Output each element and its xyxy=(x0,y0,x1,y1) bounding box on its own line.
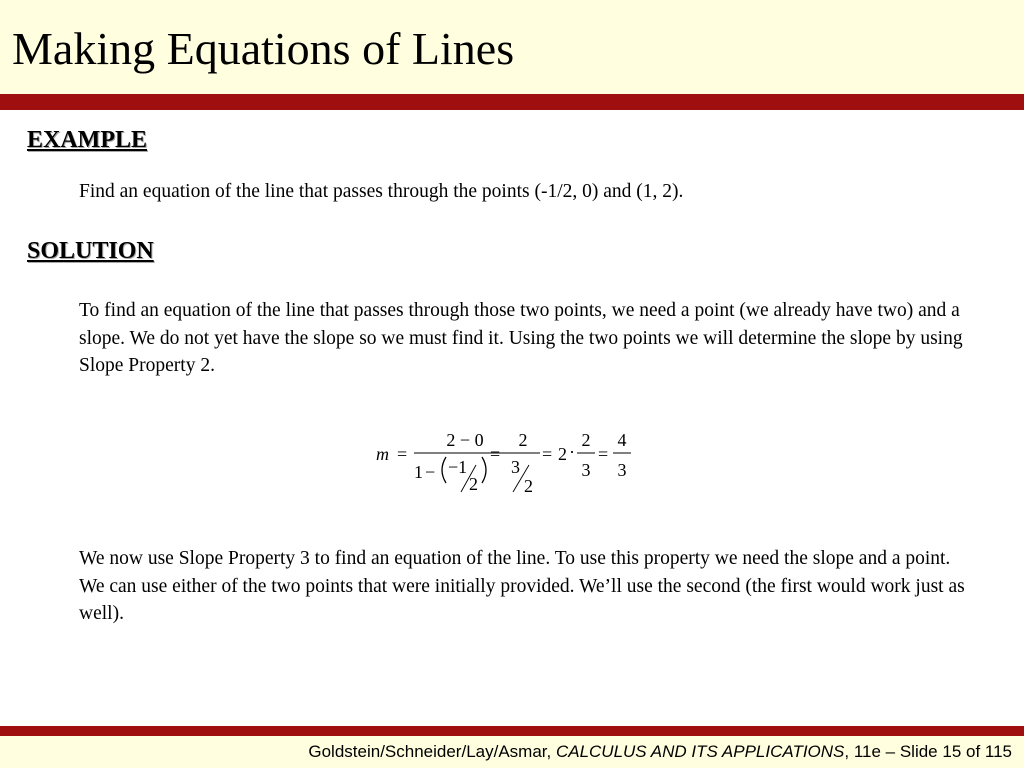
fraction-1-den-two: 2 xyxy=(469,474,478,494)
fraction-4-denominator: 3 xyxy=(617,460,627,480)
fraction-4-numerator: 4 xyxy=(617,430,627,450)
slide-title: Making Equations of Lines xyxy=(12,23,515,74)
formula-m: m xyxy=(376,444,389,464)
next-step-text: We now use Slope Property 3 to find an equation of the line. To use this property we need the slope and a point. We can use either of the two points that were initially provided. We’ll use the second (the first would work just as well). xyxy=(79,548,965,624)
formula-eq-4: = xyxy=(598,444,609,464)
solution-heading: SOLUTION xyxy=(27,238,154,264)
formula-eq-2: = xyxy=(490,444,501,464)
solution-text: To find an equation of the line that passes through those two points, we need a point (we already have two) and a slope. We do not yet have the slope so we must find it. Using the two points we will determine the slope by using Slope Property 2. xyxy=(79,300,963,376)
slope-formula-svg xyxy=(366,420,646,500)
fraction-2-den-three: 3 xyxy=(511,457,520,477)
footer-authors: Goldstein/Schneider/Lay/Asmar, xyxy=(308,742,556,761)
fraction-2-numerator: 2 xyxy=(518,430,528,450)
fraction-2-den-two: 2 xyxy=(524,476,533,496)
footer-divider-bar xyxy=(0,726,1024,736)
left-paren xyxy=(442,457,446,483)
example-heading: EXAMPLE xyxy=(27,127,147,153)
slope-formula xyxy=(366,420,646,500)
formula-dot: · xyxy=(569,442,575,462)
example-problem-text: Find an equation of the line that passes through the points (-1/2, 0) and (1, 2). xyxy=(79,181,684,202)
fraction-1-den-neg-one: −1 xyxy=(448,457,468,477)
slide-footer xyxy=(0,742,1012,762)
title-divider-bar xyxy=(0,94,1024,110)
fraction-1-numerator: 2 − 0 xyxy=(446,430,484,450)
footer-book-title: CALCULUS AND ITS APPLICATIONS xyxy=(555,742,845,761)
fraction-3-numerator: 2 xyxy=(581,430,591,450)
fraction-1-den-minus: − xyxy=(425,462,436,482)
fraction-3-denominator: 3 xyxy=(581,460,591,480)
title-band xyxy=(0,0,1024,94)
right-paren xyxy=(482,457,486,483)
formula-eq-1: = xyxy=(397,444,408,464)
formula-eq-3: = xyxy=(542,444,553,464)
formula-two: 2 xyxy=(558,444,567,464)
footer-edition-slide: , 11e – Slide 15 of 115 xyxy=(844,742,1012,761)
fraction-1-den-one: 1 xyxy=(414,462,423,482)
